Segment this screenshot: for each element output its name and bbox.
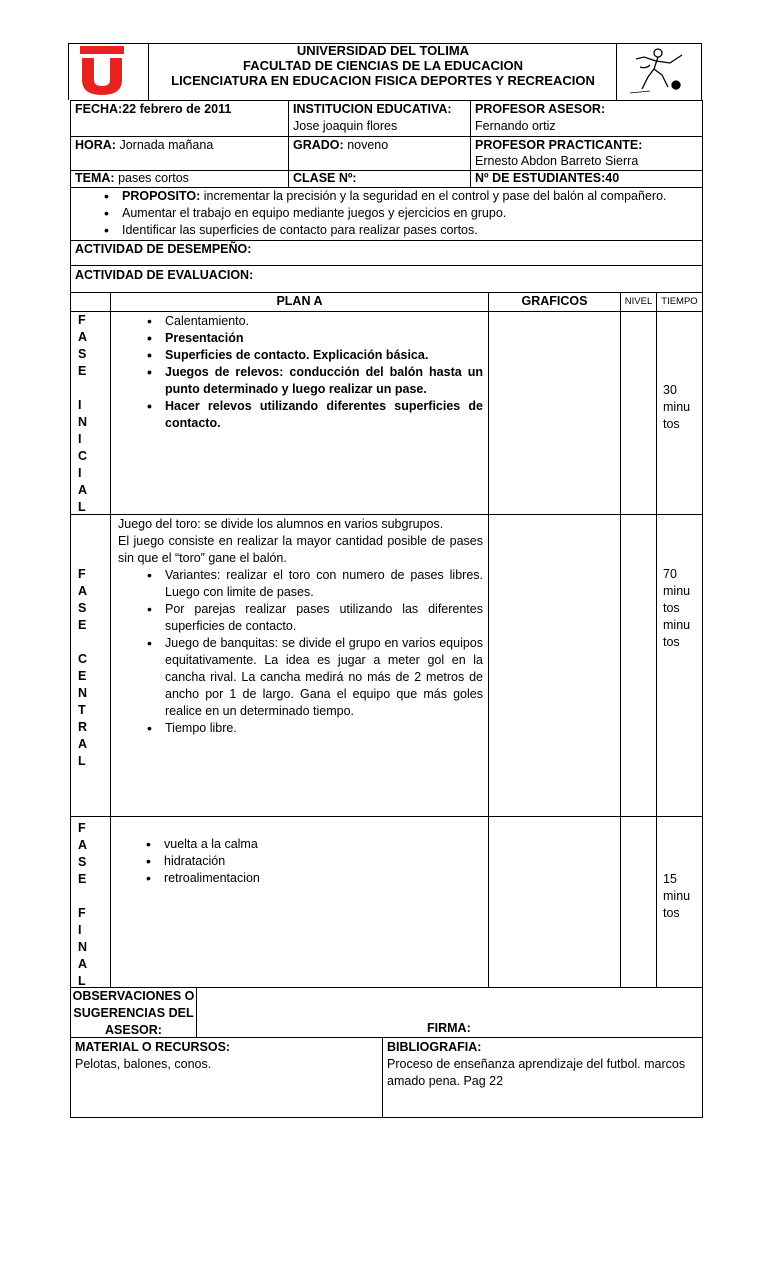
profesor-asesor-value: Fernando ortiz <box>475 119 556 133</box>
material-value: Pelotas, balones, conos. <box>75 1057 212 1071</box>
institucion-value: Jose joaquin flores <box>293 119 398 133</box>
fase-final-list <box>138 836 482 887</box>
university-logo <box>80 46 124 96</box>
fase-final-item: • retroalimentacion <box>138 870 482 887</box>
profesor-practicante-value: Ernesto Abdon Barreto Sierra <box>475 154 639 168</box>
institucion-label: INSTITUCION EDUCATIVA: <box>293 102 452 116</box>
hora-field: HORA: Jornada mañana <box>75 138 214 152</box>
fase-central-description: El juego consiste en realizar la mayor cantidad posible de pases sin que el “toro” gane el balón. <box>118 534 483 565</box>
actividad-desempeno-label: ACTIVIDAD DE DESEMPEÑO: <box>75 242 252 256</box>
table-border-left <box>70 100 71 1118</box>
fase-inicial-item: • Superficies de contacto. Explicación básica. <box>139 347 483 364</box>
fase-inicial-list <box>139 313 483 432</box>
proposito-item: • Aumentar el trabajo en equipo mediante juegos y ejercicios en grupo. <box>96 205 696 222</box>
bibliografia-value: Proceso de enseñanza aprendizaje del futbol. marcos amado pena. Pag 22 <box>387 1057 686 1088</box>
proposito-item: • PROPOSITO: incrementar la precisión y la seguridad en el control y pase del balón al compañero. <box>96 188 696 205</box>
observaciones-label: OBSERVACIONES O SUGERENCIAS DEL ASESOR: <box>72 989 195 1037</box>
profesor-asesor-label: PROFESOR ASESOR: <box>475 102 606 116</box>
header-border-left <box>68 43 69 100</box>
fase-inicial-item: • Presentación <box>139 330 483 347</box>
header-title-program: LICENCIATURA EN EDUCACION FISICA DEPORTES Y RECREACION <box>171 73 595 88</box>
column-header-plan: PLAN A <box>276 294 323 308</box>
logo-bar <box>80 46 124 54</box>
fecha-field: FECHA:22 febrero de 2011 <box>75 102 232 116</box>
fase-central-item: • Tiempo libre. <box>139 720 483 737</box>
fase-central-intro: Juego del toro: se divide los alumnos en varios subgrupos. <box>118 517 444 531</box>
actividad-evaluacion-label: ACTIVIDAD DE EVALUACION: <box>75 268 254 282</box>
fase-inicial-item: • Hacer relevos utilizando diferentes superficies de contacto. <box>139 398 483 432</box>
column-header-nivel: NIVEL <box>624 296 653 307</box>
header-title-university: UNIVERSIDAD DEL TOLIMA <box>296 43 470 58</box>
fase-central-list <box>139 567 483 737</box>
proposito-item: • Identificar las superficies de contacto para realizar pases cortos. <box>96 222 696 239</box>
header-divider-image <box>616 43 617 100</box>
column-header-graficos: GRAFICOS <box>521 294 588 308</box>
fase-inicial-label: F A S E I N I C I A L <box>78 313 88 514</box>
fase-central-item: • Juego de banquitas: se divide el grupo en varios equipos equitativamente. La idea es jugar a meter gol en la cancha rival. La cancha medirá no más de 2 metros de ancho por 1 de largo. Gana el equipo que más goles realice en un determinado tiempo. <box>139 635 483 720</box>
grado-field: GRADO: noveno <box>293 138 389 152</box>
fase-final-label: F A S E F I N A L <box>78 821 88 988</box>
fase-inicial-item: • Calentamiento. <box>139 313 483 330</box>
clase-label: CLASE Nº: <box>293 171 357 185</box>
fase-final-tiempo: 15 minu tos <box>663 872 691 920</box>
table-border-right <box>702 100 703 1118</box>
bibliografia-label: BIBLIOGRAFIA: <box>387 1040 482 1054</box>
header-border-right <box>701 43 702 100</box>
header-title-faculty: FACULTAD DE CIENCIAS DE LA EDUCACION <box>243 58 523 73</box>
fase-central-label: F A S E C E N T R A L <box>78 567 88 768</box>
fase-central-item: • Por parejas realizar pases utilizando las diferentes superficies de contacto. <box>139 601 483 635</box>
header-divider-logo <box>148 43 149 100</box>
fase-final-item: • hidratación <box>138 853 482 870</box>
firma-label: FIRMA: <box>427 1021 471 1035</box>
proposito-list <box>96 188 696 239</box>
tema-field: TEMA: pases cortos <box>75 171 189 185</box>
fase-central-item: • Variantes: realizar el toro con numero de pases libres. Luego con limite de pases. <box>139 567 483 601</box>
column-header-tiempo: TIEMPO <box>661 296 698 307</box>
fase-final-item: • vuelta a la calma <box>138 836 482 853</box>
football-player-illustration <box>620 45 692 97</box>
profesor-practicante-label: PROFESOR PRACTICANTE: <box>475 138 643 152</box>
estudiantes-count: Nº DE ESTUDIANTES:40 <box>475 171 620 185</box>
fase-inicial-tiempo: 30 minu tos <box>663 383 691 431</box>
fase-inicial-item: • Juegos de relevos: conducción del balón hasta un punto determinado y luego realizar un pase. <box>139 364 483 398</box>
table-border-bottom <box>70 1117 703 1118</box>
material-label: MATERIAL O RECURSOS: <box>75 1040 231 1054</box>
fase-central-tiempo: 70 minu tos minu tos <box>663 567 691 649</box>
